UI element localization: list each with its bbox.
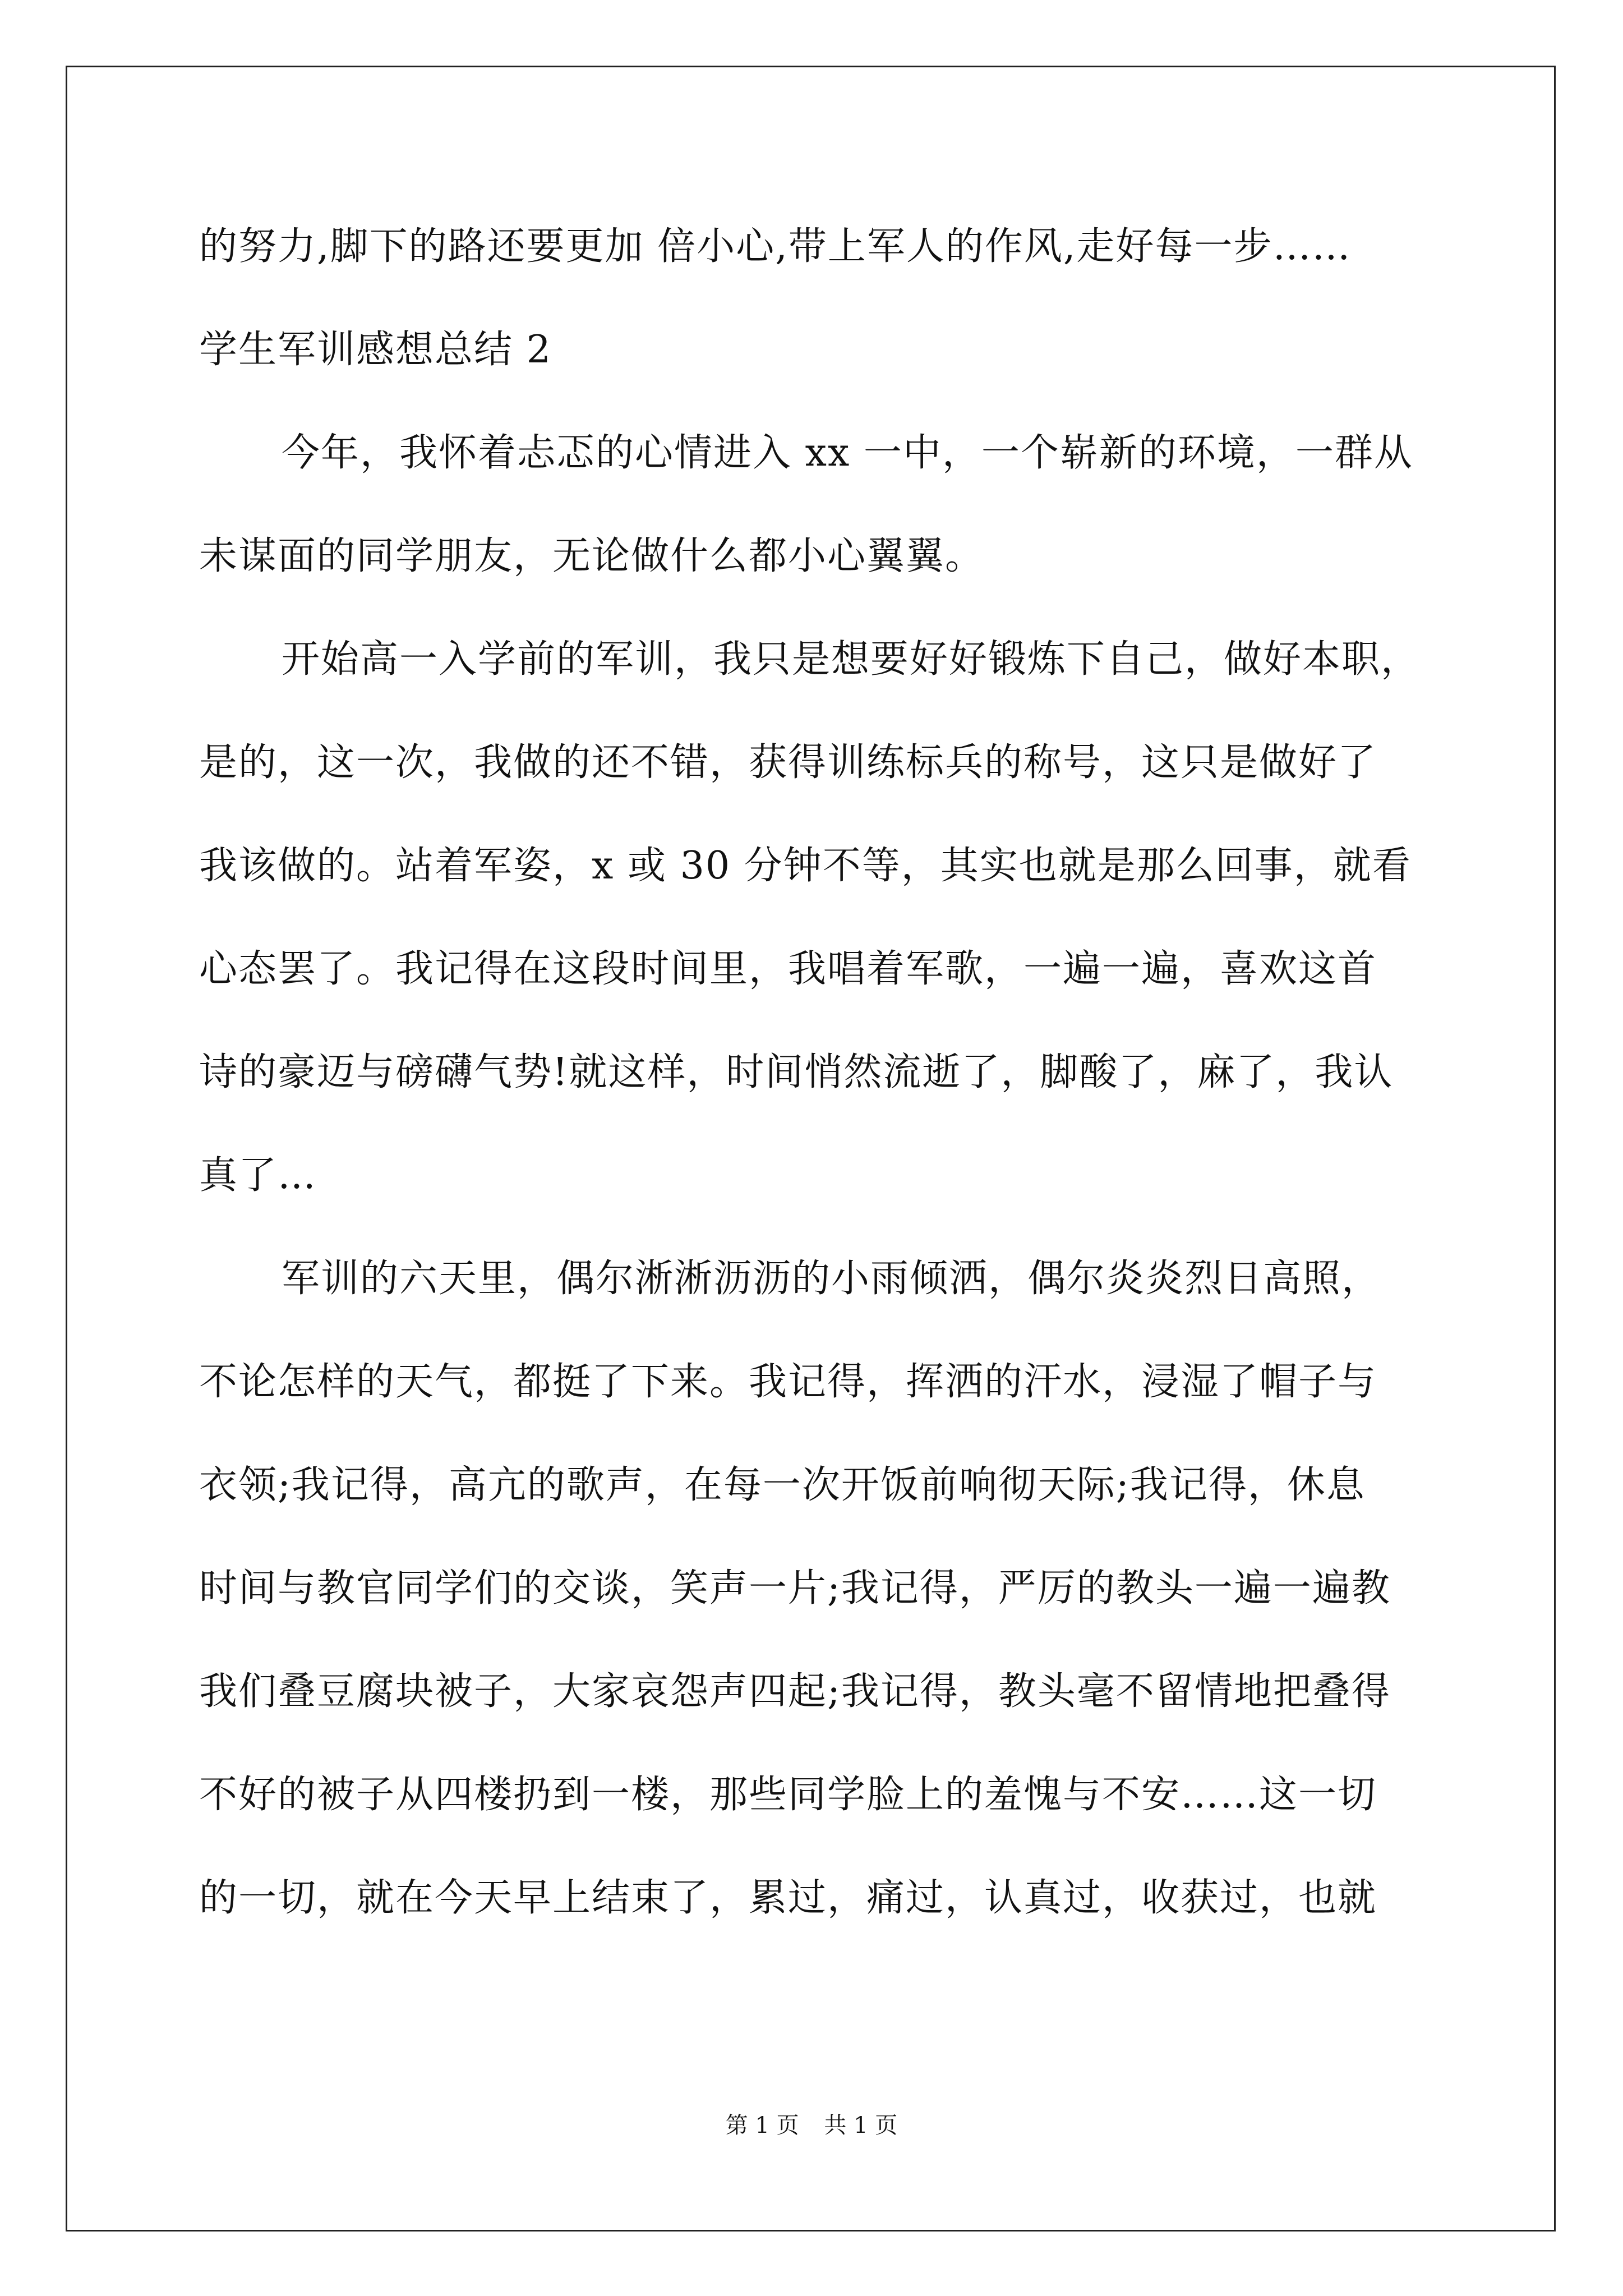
paragraph-first-line: 军训的六天里，偶尔淅淅沥沥的小雨倾洒，偶尔炎炎烈日高照，	[282, 1257, 1381, 1301]
section-heading: 学生军训感想总结 2	[199, 328, 552, 372]
text-line: 我该做的。站着军姿，x 或 30 分钟不等，其实也就是那么回事，就看	[199, 844, 1412, 888]
text-line: 是的，这一次，我做的还不错，获得训练标兵的称号，这只是做好了	[199, 740, 1377, 785]
page-number: 第 1 页	[725, 2113, 799, 2138]
text-line: 衣领;我记得，高亢的歌声，在每一次开饭前响彻天际;我记得，休息	[199, 1463, 1366, 1507]
text-line: 的一切，就在今天早上结束了，累过，痛过，认真过，收获过，也就	[199, 1876, 1377, 1920]
text-line: 的努力,脚下的路还要更加 倍小心,带上军人的作风,走好每一步……	[199, 224, 1352, 269]
text-line: 不论怎样的天气，都挺了下来。我记得，挥洒的汗水，浸湿了帽子与	[199, 1360, 1377, 1404]
text-line: 心态罢了。我记得在这段时间里，我唱着军歌，一遍一遍，喜欢这首	[199, 947, 1377, 991]
text-line: 未谋面的同学朋友，无论做什么都小心翼翼。	[199, 534, 985, 578]
page-total: 共 1 页	[824, 2113, 898, 2138]
text-line: 我们叠豆腐块被子，大家哀怨声四起;我记得，教头毫不留情地把叠得	[199, 1669, 1391, 1714]
text-line: 真了…	[199, 1153, 317, 1198]
paragraph-first-line: 今年，我怀着忐忑的心情进入 xx 一中，一个崭新的环境，一群从	[282, 431, 1413, 475]
text-line: 不好的被子从四楼扔到一楼，那些同学脸上的羞愧与不安……这一切	[199, 1773, 1377, 1817]
text-line: 诗的豪迈与磅礴气势!就这样，时间悄然流逝了，脚酸了，麻了，我认	[199, 1050, 1394, 1094]
page-footer	[0, 2111, 1623, 2140]
text-line: 时间与教官同学们的交谈，笑声一片;我记得，严厉的教头一遍一遍教	[199, 1566, 1391, 1611]
paragraph-first-line: 开始高一入学前的军训，我只是想要好好锻炼下自己，做好本职，	[282, 637, 1421, 682]
